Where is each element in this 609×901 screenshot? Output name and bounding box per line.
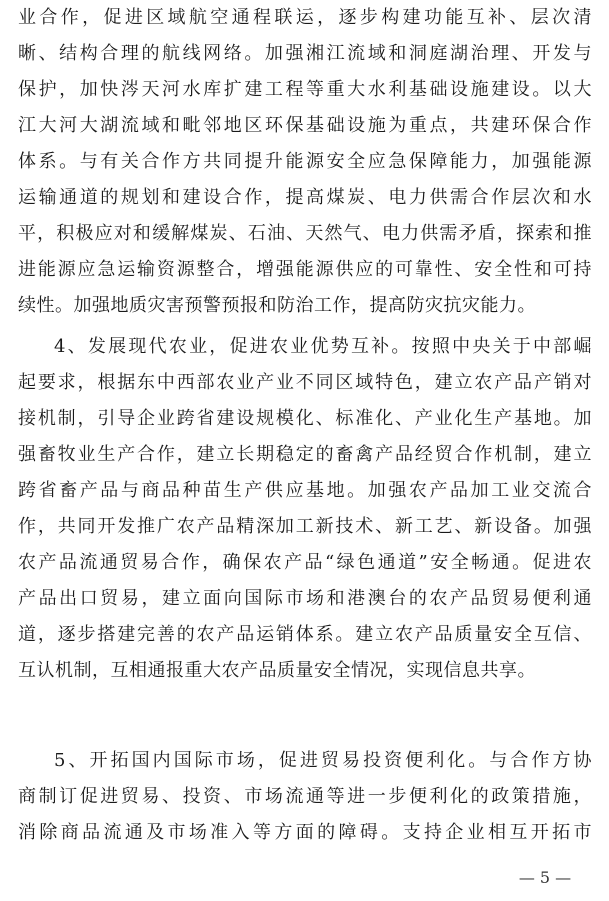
text-line: 消除商品流通及市场准入等方面的障碍。支持企业相互开拓市: [18, 822, 592, 843]
text-line: 农产品流通贸易合作，确保农产品“绿色通道”安全畅通。促进农: [18, 552, 592, 573]
text-line: 商制订促进贸易、投资、市场流通等进一步便利化的政策措施，: [18, 786, 592, 807]
page-number: — 5 —: [518, 868, 572, 887]
text-line: 体系。与有关合作方共同提升能源安全应急保障能力，加强能源: [18, 151, 592, 172]
text-line: 作，共同开发推广农产品精深加工新技术、新工艺、新设备。加强: [18, 516, 592, 537]
text-line: 续性。加强地质灾害预警预报和防治工作，提高防灾抗灾能力。: [18, 295, 536, 316]
text-line: 平，积极应对和缓解煤炭、石油、天然气、电力供需矛盾，探索和推: [18, 223, 592, 244]
paragraph-heading-5: 5、开拓国内国际市场，促进贸易投资便利化。与合作方协: [54, 750, 592, 771]
text-line: 业合作，促进区域航空通程联运，逐步构建功能互补、层次清: [18, 7, 592, 28]
text-line: 进能源应急运输资源整合，增强能源供应的可靠性、安全性和可持: [18, 259, 592, 280]
text-line: 道，逐步搭建完善的农产品运销体系。建立农产品质量安全互信、: [18, 624, 592, 645]
text-line: 强畜牧业生产合作，建立长期稳定的畜禽产品经贸合作机制，建立: [18, 444, 592, 465]
text-line: 起要求，根据东中西部农业产业不同区域特色，建立农产品产销对: [18, 372, 592, 393]
text-line: 晰、结构合理的航线网络。加强湘江流域和洞庭湖治理、开发与: [18, 43, 592, 64]
text-line: 接机制，引导企业跨省建设规模化、标准化、产业化生产基地。加: [18, 408, 592, 429]
text-line: 运输通道的规划和建设合作，提高煤炭、电力供需合作层次和水: [18, 187, 592, 208]
text-line: 跨省畜产品与商品种苗生产供应基地。加强农产品加工业交流合: [18, 480, 592, 501]
text-line: 江大河大湖流域和毗邻地区环保基础设施为重点，共建环保合作: [18, 115, 592, 136]
text-line: 互认机制，互相通报重大农产品质量安全情况，实现信息共享。: [18, 660, 536, 681]
paragraph-heading-4: 4、发展现代农业，促进农业优势互补。按照中央关于中部崛: [54, 336, 592, 357]
text-line: 产品出口贸易，建立面向国际市场和港澳台的农产品贸易便利通: [18, 588, 592, 609]
text-line: 保护，加快涔天河水库扩建工程等重大水利基础设施建设。以大: [18, 79, 592, 100]
